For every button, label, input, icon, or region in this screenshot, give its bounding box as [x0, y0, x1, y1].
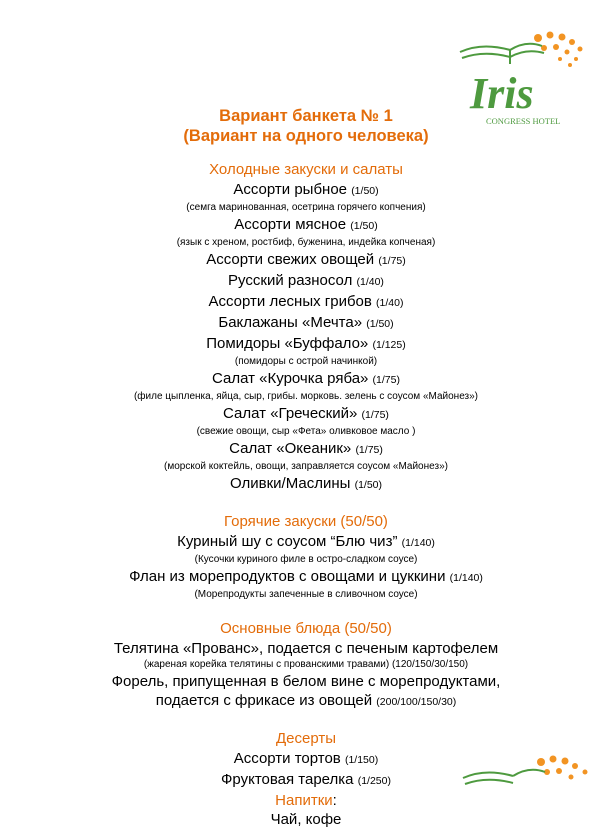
- dish: Ассорти лесных грибов (1/40): [208, 293, 404, 310]
- logo-book: [460, 44, 544, 64]
- dish: Салат «Греческий» (1/75): [223, 405, 389, 422]
- dish-description: (филе цыпленка, яйца, сыр, грибы. морковь. зелень с соусом «Майонез»): [133, 391, 479, 402]
- dish: Флан из морепродуктов с овощами и цуккини (1/140): [129, 568, 483, 585]
- logo-dots: [534, 32, 583, 68]
- dish: Русский разносол (1/40): [228, 272, 384, 289]
- section-title-desserts: Десерты: [275, 730, 336, 747]
- dish-description: (язык с хреном, ростбиф, буженина, индейка копченая): [176, 237, 436, 248]
- menu-content: [0, 160, 612, 829]
- logo-tagline: CONGRESS HOTEL: [486, 116, 561, 126]
- dish: Ассорти тортов (1/150): [233, 750, 379, 767]
- dish: Ассорти рыбное (1/50): [233, 181, 379, 198]
- dish: Помидоры «Буффало» (1/125): [206, 335, 406, 352]
- dish: Чай, кофе: [270, 811, 342, 828]
- dish: Баклажаны «Мечта» (1/50): [218, 314, 394, 331]
- dish-description: (помидоры с острой начинкой): [234, 356, 378, 367]
- dish: Ассорти мясное (1/50): [234, 216, 378, 233]
- dish: Ассорти свежих овощей (1/75): [206, 251, 406, 268]
- dish: Телятина «Прованс», подается с печеным картофелем: [113, 640, 499, 657]
- dish-description: (жареная корейка телятины с прованскими травами) (120/150/30/150): [143, 659, 469, 670]
- dish-description: (семга маринованная, осетрина горячего копчения): [186, 202, 426, 213]
- section-title-hot: Горячие закуски (50/50): [224, 513, 388, 530]
- dish-description: (свежие овощи, сыр «Фета» оливковое масло ): [196, 426, 416, 437]
- logo-brand: Iris: [470, 69, 534, 118]
- dish-description: (Морепродукты запеченные в сливочном соусе): [194, 589, 418, 600]
- dish: Куриный шу с соусом “Блю чиз” (1/140): [177, 533, 435, 550]
- section-title-main: Основные блюда (50/50): [220, 620, 392, 637]
- dish: Салат «Курочка ряба» (1/75): [212, 370, 400, 387]
- dish: Фруктовая тарелка (1/250): [221, 771, 391, 788]
- menu-title: Вариант банкета № 1: [219, 107, 393, 125]
- dish-description: (Кусочки куриного филе в остро-сладком соусе): [194, 554, 418, 565]
- dish: Салат «Океаник» (1/75): [229, 440, 383, 457]
- menu-subtitle: (Вариант на одного человека): [183, 127, 429, 145]
- dish: Форель, припущенная в белом вине с морепродуктами,: [111, 673, 501, 690]
- section-title-drinks: Напитки:: [275, 792, 337, 809]
- section-title-cold: Холодные закуски и салаты: [209, 161, 403, 178]
- dish: Оливки/Маслины (1/50): [229, 475, 383, 492]
- dish-description: (морской коктейль, овощи, заправляется соусом «Майонез»): [164, 461, 448, 472]
- dish: подается с фрикасе из овощей (200/100/150/30): [155, 692, 457, 709]
